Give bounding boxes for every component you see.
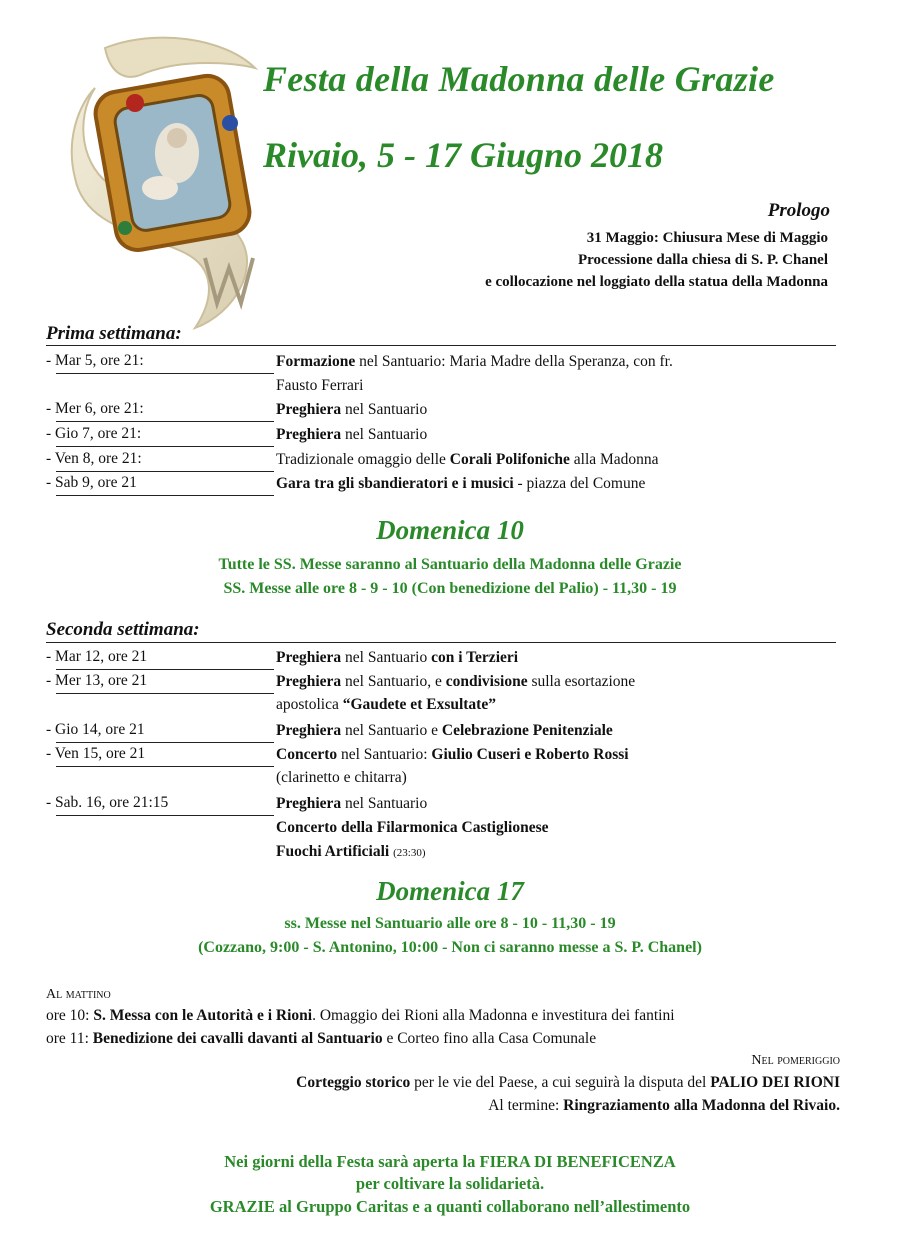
sunday17-line: (Cozzano, 9:00 - S. Antonino, 10:00 - Non ci saranno messe a S. P. Chanel) [198, 939, 702, 956]
divider [56, 693, 274, 694]
page-title: Festa della Madonna delle Grazie [263, 59, 775, 99]
event-date: - Mer 6, ore 21: [46, 400, 144, 417]
pomeriggio-line: Al termine: Ringraziamento alla Madonna del Rivaio. [488, 1097, 840, 1114]
prologo-heading: Prologo [767, 200, 830, 221]
madonna-emblem-icon [65, 28, 290, 343]
event-date: - Sab 9, ore 21 [46, 474, 137, 491]
divider [56, 742, 274, 743]
event-date: - Ven 15, ore 21 [46, 745, 146, 762]
event-description: Preghiera nel Santuario [276, 426, 428, 443]
footer-line: GRAZIE al Gruppo Caritas e a quanti collaborano nell’allestimento [209, 1197, 691, 1216]
divider [56, 373, 274, 374]
divider [56, 815, 274, 816]
sunday10-line: SS. Messe alle ore 8 - 9 - 10 (Con benedizione del Palio) - 11,30 - 19 [223, 580, 677, 597]
event-date: - Gio 14, ore 21 [46, 721, 145, 738]
footer-line: per coltivare la solidarietà. [355, 1174, 545, 1193]
event-description: Preghiera nel Santuario, e condivisione sulla esortazione [276, 673, 636, 690]
divider [46, 642, 836, 643]
prologo-line: 31 Maggio: Chiusura Mese di Maggio [586, 230, 828, 246]
week1-heading: Prima settimana: [46, 323, 182, 344]
divider [56, 495, 274, 496]
divider [56, 669, 274, 670]
event-date: - Mar 12, ore 21 [46, 648, 148, 665]
sunday10-heading: Domenica 10 [376, 515, 524, 545]
page-subtitle: Rivaio, 5 - 17 Giugno 2018 [263, 135, 664, 175]
divider [56, 421, 274, 422]
event-date: - Sab. 16, ore 21:15 [46, 794, 169, 811]
event-description-cont: apostolica “Gaudete et Exsultate” [276, 696, 496, 713]
event-description-cont: Concerto della Filarmonica Castiglionese [276, 819, 549, 836]
event-description: Formazione nel Santuario: Maria Madre della Speranza, con fr. [276, 353, 673, 370]
event-description: Preghiera nel Santuario [276, 401, 428, 418]
prologo-line: Processione dalla chiesa di S. P. Chanel [577, 252, 828, 268]
pomeriggio-line: Corteggio storico per le vie del Paese, a cui seguirà la disputa del PALIO DEI RIONI [296, 1074, 840, 1091]
footer-line: Nei giorni della Festa sarà aperta la FIERA DI BENEFICENZA [224, 1152, 676, 1171]
event-description-cont: Fuochi Artificiali (23:30) [276, 843, 426, 860]
divider [46, 345, 836, 346]
event-date: - Mar 5, ore 21: [46, 352, 144, 369]
sunday17-heading: Domenica 17 [376, 876, 524, 906]
mattino-line: ore 10: S. Messa con le Autorità e i Rioni. Omaggio dei Rioni alla Madonna e investitura dei fantini [46, 1007, 675, 1024]
event-description-cont: (clarinetto e chitarra) [276, 769, 407, 786]
mattino-line: ore 11: Benedizione dei cavalli davanti al Santuario e Corteo fino alla Casa Comunale [46, 1030, 597, 1047]
divider [56, 471, 274, 472]
sunday10-line: Tutte le SS. Messe saranno al Santuario della Madonna delle Grazie [218, 556, 682, 573]
event-description: Gara tra gli sbandieratori e i musici - piazza del Comune [276, 475, 646, 492]
event-description-cont: Fausto Ferrari [276, 377, 364, 394]
event-description: Preghiera nel Santuario con i Terzieri [276, 649, 519, 666]
prologo-line: e collocazione nel loggiato della statua della Madonna [485, 274, 828, 290]
event-description: Preghiera nel Santuario e Celebrazione Penitenziale [276, 722, 613, 739]
week2-heading: Seconda settimana: [46, 619, 200, 640]
event-description: Preghiera nel Santuario [276, 795, 428, 812]
pomeriggio-heading: Nel pomeriggio [751, 1053, 840, 1068]
divider [56, 446, 274, 447]
event-description: Concerto nel Santuario: Giulio Cuseri e Roberto Rossi [276, 746, 629, 763]
sunday17-line: ss. Messe nel Santuario alle ore 8 - 10 - 11,30 - 19 [284, 915, 616, 932]
event-date: - Gio 7, ore 21: [46, 425, 142, 442]
event-date: - Ven 8, ore 21: [46, 450, 142, 467]
mattino-heading: Al mattino [46, 987, 111, 1002]
event-date: - Mer 13, ore 21 [46, 672, 148, 689]
event-description: Tradizionale omaggio delle Corali Polifoniche alla Madonna [276, 451, 659, 468]
divider [56, 766, 274, 767]
